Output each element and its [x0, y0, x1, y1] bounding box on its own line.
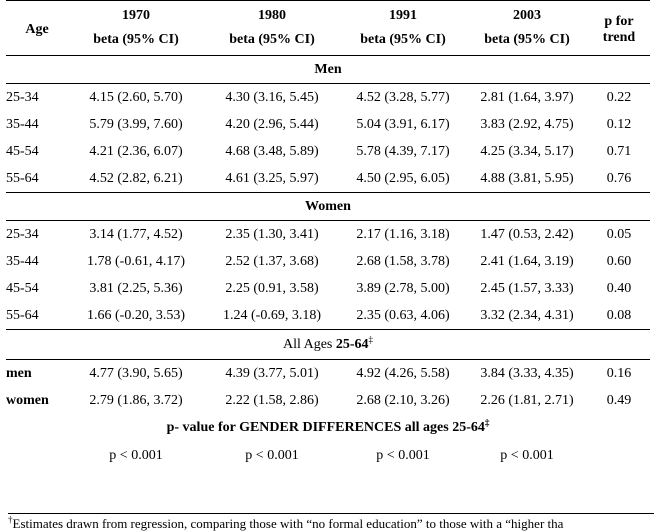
p-trend-cell: 0.76	[606, 170, 632, 186]
value-cell: 4.52 (3.28, 5.77)	[356, 89, 450, 105]
value-cell: 2.45 (1.57, 3.33)	[480, 280, 574, 296]
gender-diff-label-text: p- value for GENDER DIFFERENCES all ages 25-64	[166, 420, 485, 435]
value-cell: 1.47 (0.53, 2.42)	[480, 226, 574, 242]
value-cell: 4.88 (3.81, 5.95)	[480, 170, 574, 186]
all-ages-label-range: 25-64	[335, 336, 369, 352]
value-cell: 4.77 (3.90, 5.65)	[89, 365, 183, 381]
table-row	[6, 360, 650, 388]
value-cell: 3.83 (2.92, 4.75)	[480, 116, 574, 132]
value-cell: 2.81 (1.64, 3.97)	[480, 89, 574, 105]
value-cell: 5.79 (3.99, 7.60)	[89, 116, 183, 132]
age-column-header: Age	[25, 22, 49, 37]
year-header-1980: 1980	[258, 8, 286, 23]
gender-pvalue-cell: p < 0.001	[245, 447, 299, 463]
value-cell: 3.32 (2.34, 4.31)	[480, 307, 574, 323]
gender-pvalue-cell: p < 0.001	[109, 447, 163, 463]
value-cell: 2.52 (1.37, 3.68)	[225, 253, 319, 269]
year-header-1991: 1991	[389, 8, 417, 23]
table-row	[6, 221, 650, 249]
value-cell: 3.84 (3.33, 4.35)	[480, 365, 574, 381]
value-cell: 2.79 (1.86, 3.72)	[89, 392, 183, 408]
age-cell: 45-54	[6, 280, 39, 296]
all-ages-marker: ‡	[368, 333, 374, 344]
results-table	[6, 0, 650, 469]
value-cell: 1.78 (-0.61, 4.17)	[87, 253, 185, 269]
table-row	[6, 302, 650, 330]
table-row	[6, 442, 650, 469]
value-cell: 4.92 (4.26, 5.58)	[356, 365, 450, 381]
value-cell: 2.68 (1.58, 3.78)	[356, 253, 450, 269]
beta-ci-header-1991: beta (95% CI)	[360, 31, 446, 47]
value-cell: 2.35 (0.63, 4.06)	[356, 307, 450, 323]
empty-cell	[6, 442, 68, 469]
empty-cell	[588, 442, 650, 469]
all-ages-label-prefix: All Ages	[282, 336, 336, 352]
beta-ci-header-1970: beta (95% CI)	[93, 31, 179, 47]
gender-diff-label	[6, 414, 650, 442]
value-cell: 2.41 (1.64, 3.19)	[480, 253, 574, 269]
value-cell: 3.89 (2.78, 5.00)	[356, 280, 450, 296]
p-trend-header	[588, 1, 650, 56]
table-row	[6, 387, 650, 414]
value-cell: 3.14 (1.77, 4.52)	[89, 226, 183, 242]
value-cell: 5.04 (3.91, 6.17)	[356, 116, 450, 132]
table-row	[6, 275, 650, 302]
men-section-label: Men	[314, 61, 342, 77]
gender-diff-marker: ‡	[484, 417, 490, 428]
age-cell: 45-54	[6, 143, 39, 159]
year-header-2003: 2003	[513, 8, 541, 23]
value-cell: 2.25 (0.91, 3.58)	[225, 280, 319, 296]
p-trend-cell: 0.08	[606, 307, 632, 323]
value-cell: 4.68 (3.48, 5.89)	[225, 143, 319, 159]
value-cell: 2.26 (1.81, 2.71)	[480, 392, 574, 408]
footnote-marker: †	[8, 514, 13, 525]
age-cell: 55-64	[6, 170, 39, 186]
value-cell: 1.66 (-0.20, 3.53)	[87, 307, 185, 323]
value-cell: 4.30 (3.16, 5.45)	[225, 89, 319, 105]
table-row	[6, 248, 650, 275]
p-trend-cell: 0.60	[606, 253, 632, 269]
p-trend-cell: 0.12	[606, 116, 632, 132]
age-cell: 25-34	[6, 89, 39, 105]
p-trend-cell: 0.05	[606, 226, 632, 242]
value-cell: 2.17 (1.16, 3.18)	[356, 226, 450, 242]
age-cell: 35-44	[6, 116, 39, 132]
table-body	[6, 56, 650, 470]
gender-pvalue-cell: p < 0.001	[376, 447, 430, 463]
p-trend-cell: 0.22	[606, 89, 632, 105]
p-trend-cell: 0.40	[606, 280, 632, 296]
value-cell: 4.25 (3.34, 5.17)	[480, 143, 574, 159]
age-cell: 55-64	[6, 307, 39, 323]
footnote	[8, 513, 654, 532]
value-cell: 2.22 (1.58, 2.86)	[225, 392, 319, 408]
women-section-label: Women	[305, 198, 351, 214]
value-cell: 5.78 (4.39, 7.17)	[356, 143, 450, 159]
table-row	[6, 111, 650, 138]
age-cell: 25-34	[6, 226, 39, 242]
value-cell: 4.20 (2.96, 5.44)	[225, 116, 319, 132]
all-ages-section-label	[6, 330, 650, 360]
p-trend-cell: 0.16	[606, 365, 632, 381]
beta-ci-header-1980: beta (95% CI)	[229, 31, 315, 47]
value-cell: 2.35 (1.30, 3.41)	[225, 226, 319, 242]
row-label-cell: men	[6, 365, 32, 381]
age-cell: 35-44	[6, 253, 39, 269]
footnote-text: Estimates drawn from regression, comparing those with “no formal education” to those with a “higher tha	[12, 516, 564, 531]
value-cell: 4.15 (2.60, 5.70)	[89, 89, 183, 105]
year-header-1970: 1970	[122, 8, 150, 23]
table-row	[6, 84, 650, 112]
beta-ci-header-2003: beta (95% CI)	[484, 31, 570, 47]
value-cell: 4.50 (2.95, 6.05)	[356, 170, 450, 186]
value-cell: 1.24 (-0.69, 3.18)	[223, 307, 321, 323]
value-cell: 4.21 (2.36, 6.07)	[89, 143, 183, 159]
row-label-cell: women	[6, 392, 49, 408]
p-trend-cell: 0.71	[606, 143, 632, 159]
gender-pvalue-cell: p < 0.001	[500, 447, 554, 463]
table-header	[6, 1, 650, 56]
value-cell: 4.61 (3.25, 5.97)	[225, 170, 319, 186]
value-cell: 3.81 (2.25, 5.36)	[89, 280, 183, 296]
value-cell: 2.68 (2.10, 3.26)	[356, 392, 450, 408]
value-cell: 4.52 (2.82, 6.21)	[89, 170, 183, 186]
p-trend-label: p for trend	[602, 14, 636, 45]
p-trend-cell: 0.49	[606, 392, 632, 408]
table-row	[6, 138, 650, 165]
value-cell: 4.39 (3.77, 5.01)	[225, 365, 319, 381]
table-row	[6, 165, 650, 193]
